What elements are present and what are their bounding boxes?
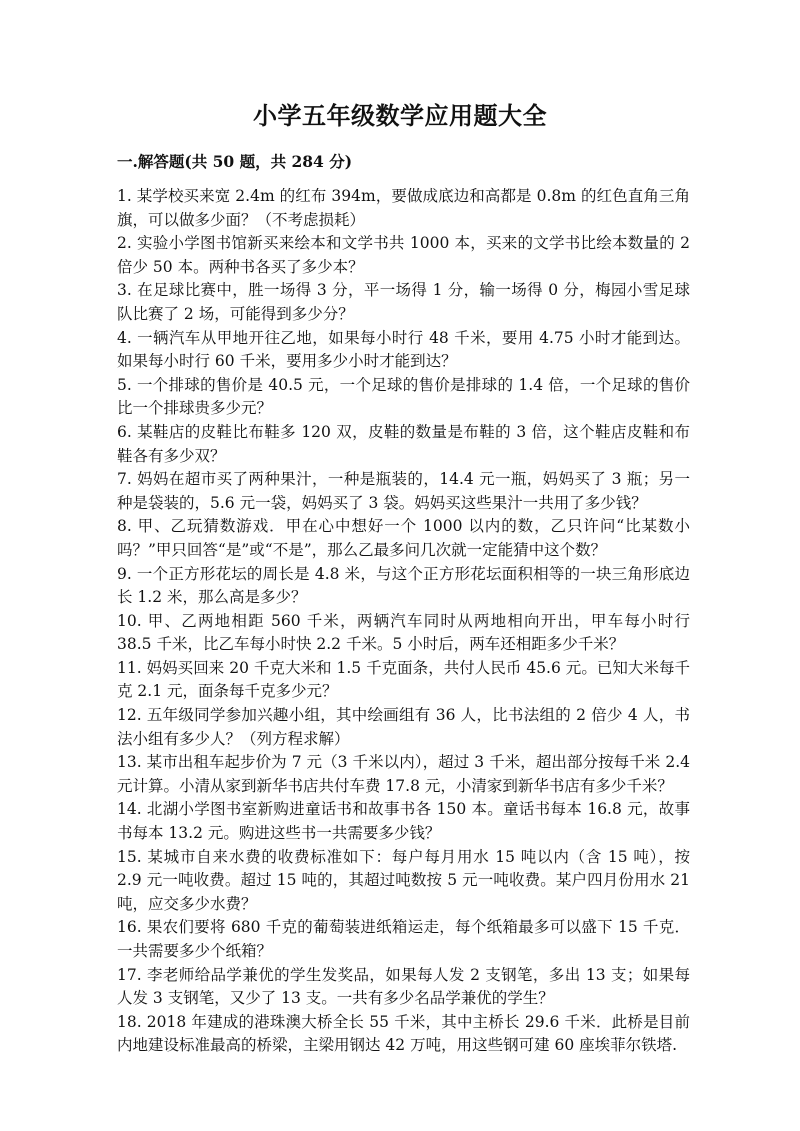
page-title: 小学五年级数学应用题大全 — [253, 101, 547, 130]
question-item: 13. 某市出租车起步价为 7 元（3 千米以内），超过 3 千米，超出部分按每千米 2.4 元计算。小清从家到新华书店共付车费 17.8 元，小清家到新华书店有多少千米？ — [117, 753, 690, 795]
question-item: 8. 甲、乙玩猜数游戏．甲在心中想好一个 1000 以内的数，乙只许问“比某数小吗？”甲只回答“是”或“不是”，那么乙最多问几次就一定能猜中这个数？ — [117, 517, 690, 559]
question-list — [117, 185, 690, 1058]
question-item: 3. 在足球比赛中，胜一场得 3 分，平一场得 1 分，输一场得 0 分，梅园小雪足球队比赛了 2 场，可能得到多少分？ — [117, 281, 690, 323]
question-item: 17. 李老师给品学兼优的学生发奖品，如果每人发 2 支钢笔，多出 13 支；如果每人发 3 支钢笔，又少了 13 支。一共有多少名品学兼优的学生？ — [117, 965, 690, 1008]
section-heading: 一.解答题(共 50 题，共 284 分) — [117, 152, 353, 171]
question-item: 7. 妈妈在超市买了两种果汁，一种是瓶装的，14.4 元一瓶，妈妈买了 3 瓶；另一种是袋装的，5.6 元一袋，妈妈买了 3 袋。妈妈买这些果汁一共用了多少钱？ — [117, 470, 690, 512]
question-item: 12. 五年级同学参加兴趣小组，其中绘画组有 36 人，比书法组的 2 倍少 4 人，书法小组有多少人？（列方程求解） — [117, 706, 690, 748]
question-item: 5. 一个排球的售价是 40.5 元，一个足球的售价是排球的 1.4 倍，一个足球的售价比一个排球贵多少元？ — [117, 375, 690, 418]
question-item: 18. 2018 年建成的港珠澳大桥全长 55 千米，其中主桥长 29.6 千米．此桥是目前内地建设标准最高的桥梁，主梁用钢达 42 万吨，用这些钢可建 60 座埃菲尔铁塔. — [117, 1012, 690, 1055]
question-item: 4. 一辆汽车从甲地开往乙地，如果每小时行 48 千米，要用 4.75 小时才能到达。如果每小时行 60 千米，要用多少小时才能到达？ — [117, 328, 690, 371]
question-item: 2. 实验小学图书馆新买来绘本和文学书共 1000 本，买来的文学书比绘本数量的 2 倍少 50 本。两种书各买了多少本？ — [117, 234, 690, 276]
question-item: 14. 北湖小学图书室新购进童话书和故事书各 150 本。童话书每本 16.8 元，故事书每本 13.2 元。购进这些书一共需要多少钱？ — [117, 800, 690, 843]
question-item: 9. 一个正方形花坛的周长是 4.8 米，与这个正方形花坛面积相等的一块三角形底边长 1.2 米，那么高是多少？ — [117, 564, 690, 607]
question-item: 1. 某学校买来宽 2.4m 的红布 394m，要做成底边和高都是 0.8m 的红色直角三角旗，可以做多少面？（不考虑损耗） — [117, 187, 690, 229]
question-item: 11. 妈妈买回来 20 千克大米和 1.5 千克面条，共付人民币 45.6 元。已知大米每千克 2.1 元，面条每千克多少元？ — [117, 658, 690, 701]
question-item: 6. 某鞋店的皮鞋比布鞋多 120 双，皮鞋的数量是布鞋的 3 倍，这个鞋店皮鞋和布鞋各有多少双？ — [117, 422, 690, 465]
question-item: 16. 果农们要将 680 千克的葡萄装进纸箱运走，每个纸箱最多可以盛下 15 千克．一共需要多少个纸箱？ — [117, 918, 690, 960]
question-item: 15. 某城市自来水费的收费标准如下：每户每月用水 15 吨以内（含 15 吨），按 2.9 元一吨收费。超过 15 吨的，其超过吨数按 5 元一吨收费。某户四月份用水 21 吨，应交多少水费？ — [117, 847, 690, 913]
question-item: 10. 甲、乙两地相距 560 千米，两辆汽车同时从两地相向开出，甲车每小时行 38.5 千米，比乙车每小时快 2.2 千米。5 小时后，两车还相距多少千米？ — [117, 611, 690, 654]
